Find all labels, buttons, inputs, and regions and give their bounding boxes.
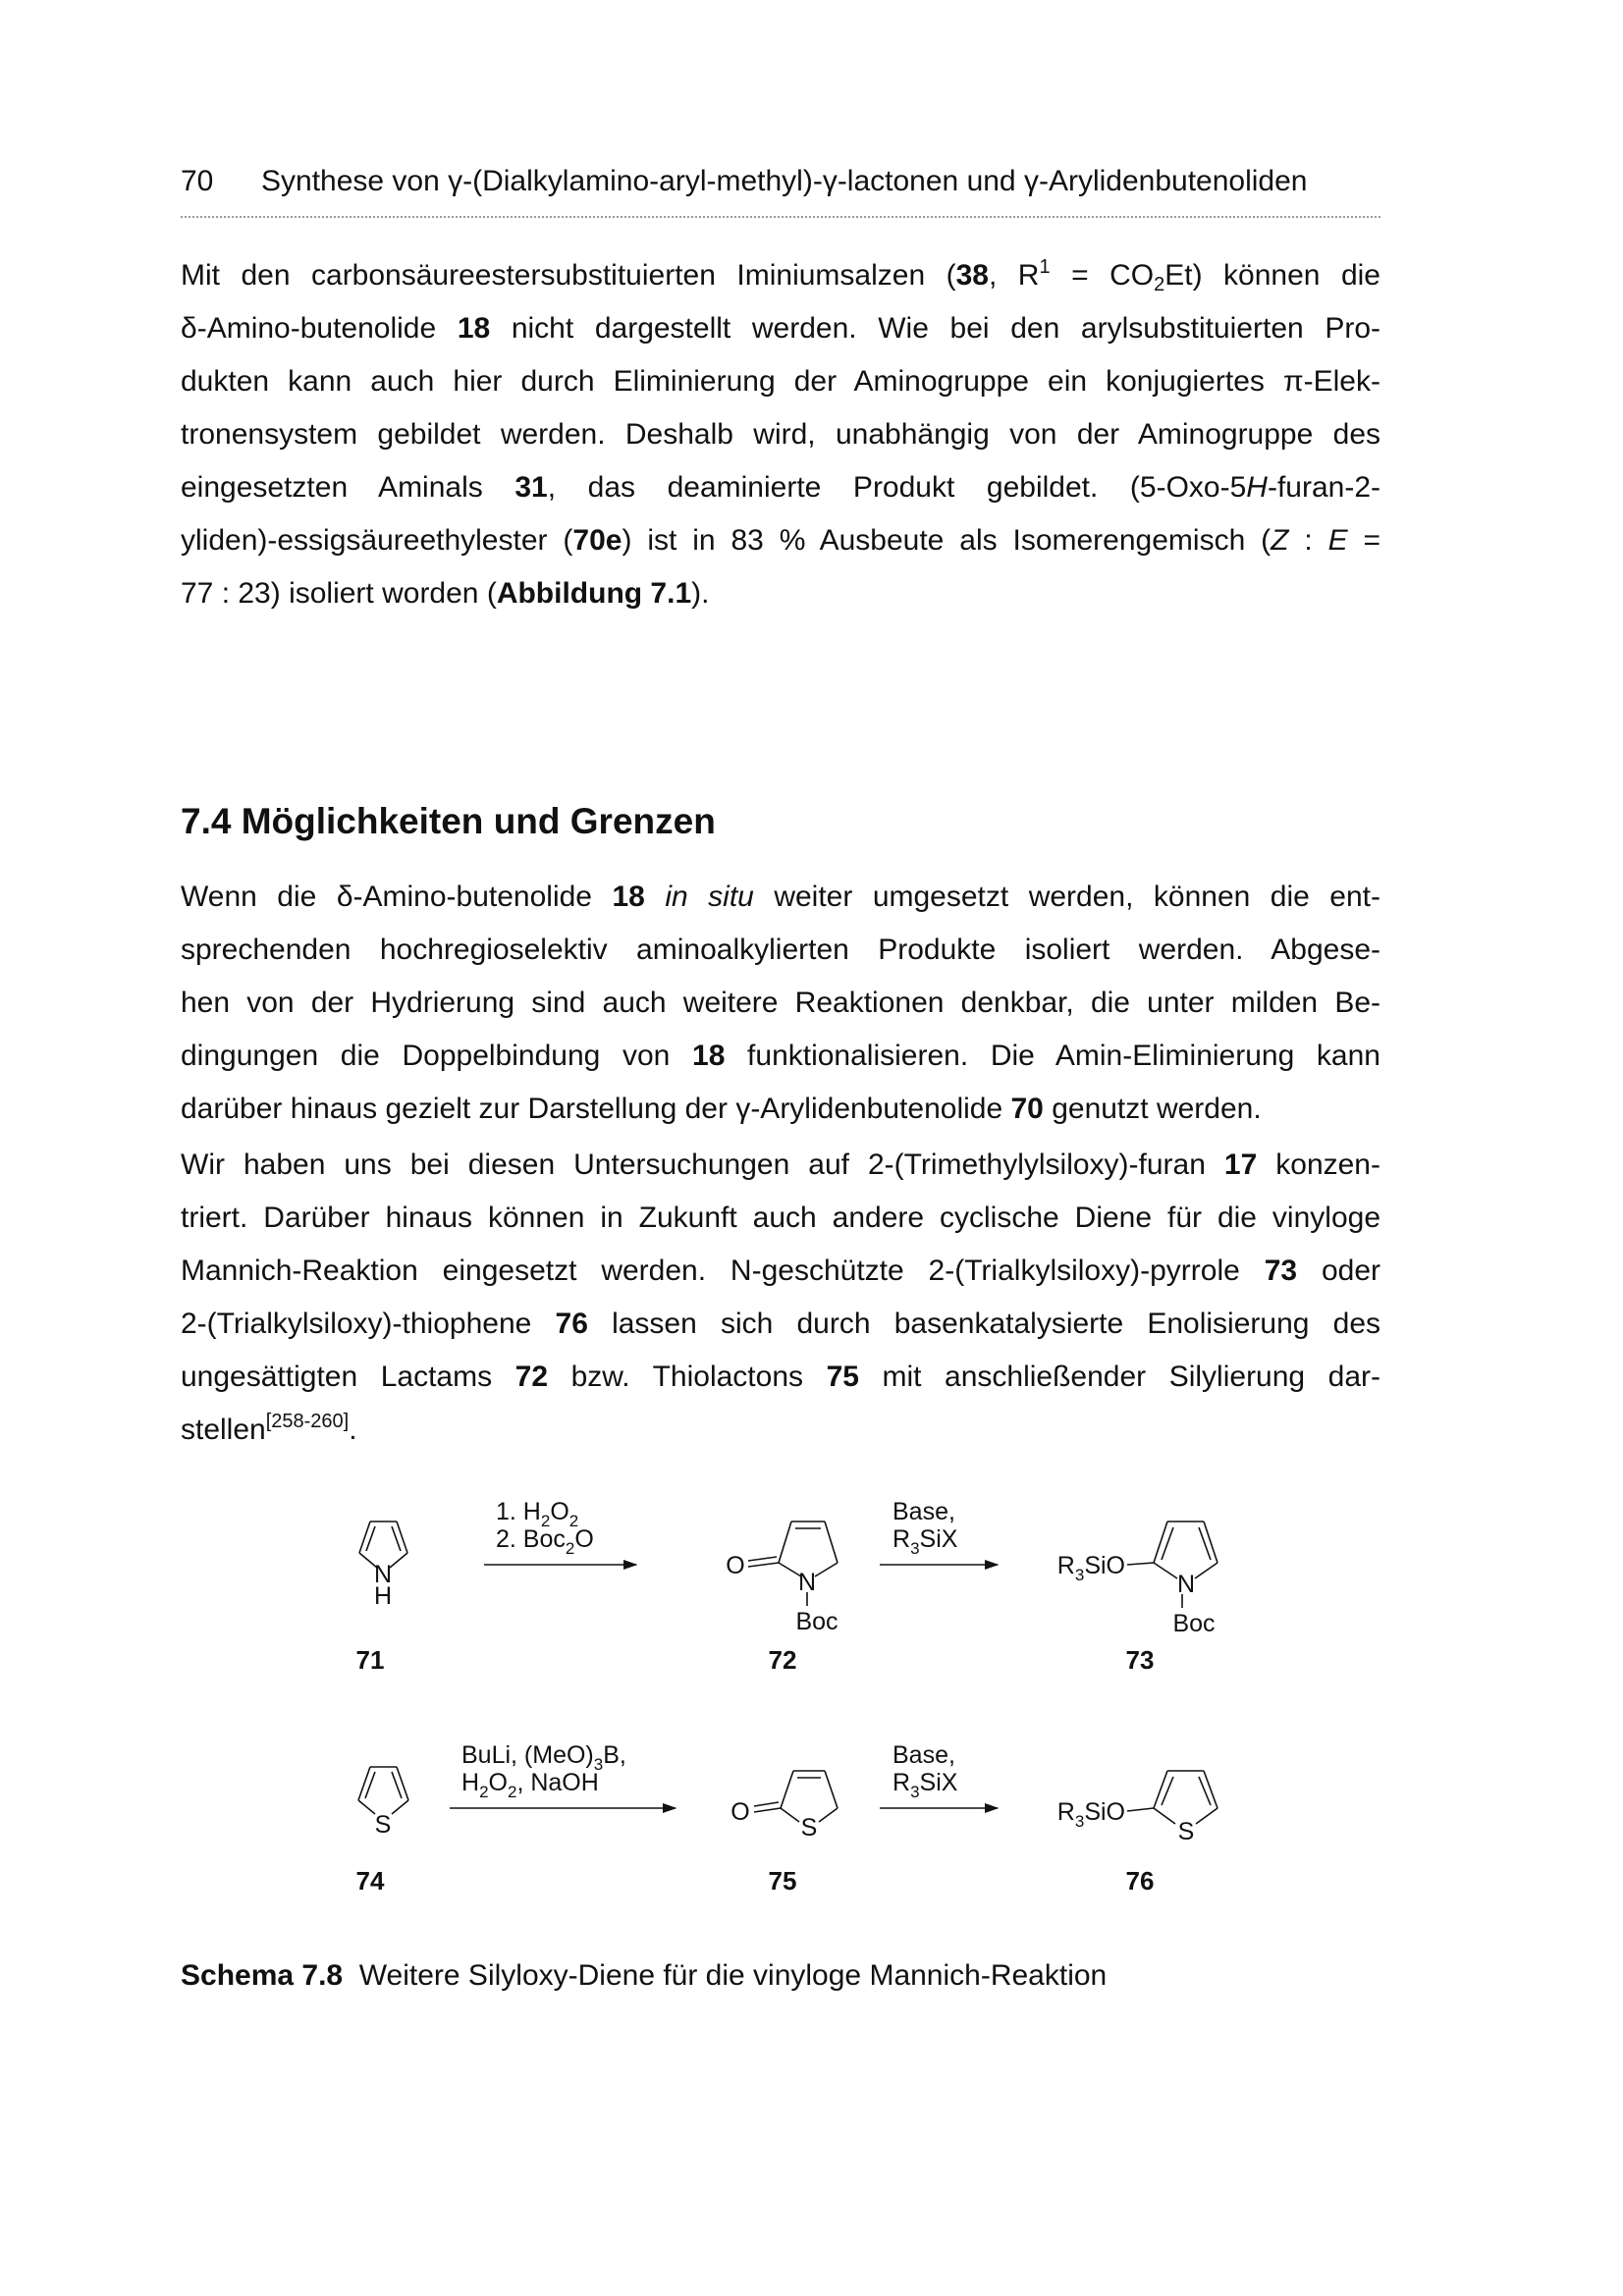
caption-text: Weitere Silyloxy-Diene für die vinyloge Mannich-Reaktion [358,1959,1108,1992]
paragraph-line: dukten kann auch hier durch Eliminierung der Aminogruppe ein konjugiertes π-Elek- [181,365,1380,398]
atom-label: Boc [795,1608,839,1635]
paragraph-line: eingesetzten Aminals 31, das deaminierte Produkt gebildet. (5-Oxo-5H-furan-2- [181,471,1380,504]
atom-label: $R_3SiO$ [1056,1552,1125,1584]
atom-label: Boc [1172,1610,1216,1637]
reagent-label: 1. $H_2O_2$ [496,1498,579,1530]
reagent-label: Base, [893,1498,955,1525]
compound-number: 76 [1125,1866,1155,1896]
atom-label: N [797,1569,817,1596]
paragraph-3 [181,1139,1380,1457]
paragraph-line: Wir haben uns bei diesen Untersuchungen auf 2-(Trimethylylsiloxy)-furan 17 konzen- [181,1148,1380,1181]
paragraph-line: 2-(Trialkylsiloxy)-thiophene 76 lassen sich durch basenkatalysierte Enolisierung des [181,1308,1381,1340]
paragraph-line: triert. Darüber hinaus können in Zukunft auch andere cyclische Diene für die vinyloge [181,1201,1380,1234]
compound-number: 71 [355,1645,385,1675]
paragraph-1 [181,249,1380,620]
caption-label: Schema 7.8 [181,1959,344,1992]
compound-number: 73 [1125,1645,1155,1675]
figure-caption [181,1959,1107,1993]
thiophene-structure [358,1767,408,1814]
paragraph-line: dingungen die Doppelbindung von 18 funktionalisieren. Die Amin-Eliminierung kann [181,1040,1380,1072]
paragraph-line: Wenn die δ-Amino-butenolide 18 in situ weiter umgesetzt werden, können die ent- [181,881,1380,913]
reaction-scheme [295,1482,1325,1934]
reagent-label: 2. Boc$_2$O [496,1525,594,1558]
paragraph-line: darüber hinaus gezielt zur Darstellung der γ-Arylidenbutenolide 70 genutzt werden. [181,1093,1262,1125]
paragraph-line: stellen[258-260]. [181,1411,357,1446]
paragraph-line: yliden)-essigsäureethylester (70e) ist in 83 % Ausbeute als Isomerengemisch (Z : E = [181,524,1380,557]
paragraph-line: Mannich-Reaktion eingesetzt werden. N-geschützte 2-(Trialkylsiloxy)-pyrrole 73 oder [181,1255,1380,1287]
running-title: Synthese von γ-(Dialkylamino-aryl-methyl)-γ-lactonen und γ-Arylidenbutenoliden [261,165,1308,197]
atom-label: S [1177,1818,1195,1845]
atom-label: $R_3SiO$ [1056,1798,1125,1831]
page-number: 70 [181,165,214,197]
atom-label: N [1176,1571,1196,1598]
paragraph-line: tronensystem gebildet werden. Deshalb wird, unabhängig von der Aminogruppe des [181,418,1380,451]
atom-label: H [373,1582,393,1610]
silyloxy-pyrrole-structure [1127,1522,1217,1608]
paragraph-line: Mit den carbonsäureestersubstituierten Iminiumsalzen (38, $R^1 = CO_2Et$) können die [181,256,1380,295]
paragraph-line: ungesättigten Lactams 72 bzw. Thiolactons 75 mit anschließender Silylierung dar- [181,1361,1381,1393]
compound-number: 74 [355,1866,385,1896]
lactam-structure [748,1522,838,1606]
paragraph-2 [181,871,1380,1136]
thiolactone-structure [754,1771,838,1822]
reagent-label: BuLi, $(MeO)_3B$, [461,1741,626,1774]
section-heading: 7.4 Möglichkeiten und Grenzen [181,801,716,841]
reagent-label: $R_3SiX$ [893,1525,958,1558]
paragraph-line: δ-Amino-butenolide 18 nicht dargestellt werden. Wie bei den arylsubstituierten Pro- [181,312,1380,345]
reagent-label: Base, [893,1741,955,1769]
paragraph-line: hen von der Hydrierung sind auch weitere Reaktionen denkbar, die unter milden Be- [181,987,1380,1019]
reagent-label: $H_2O_2$, NaOH [461,1769,599,1801]
compound-number: 75 [768,1866,797,1896]
atom-label: O [726,1552,745,1579]
atom-label: O [730,1798,750,1826]
compound-number: 72 [768,1645,797,1675]
reagent-label: $R_3SiX$ [893,1769,958,1801]
silyloxy-thiophene-structure [1127,1771,1217,1824]
paragraph-line: sprechenden hochregioselektiv aminoalkylierten Produkte isoliert werden. Abgese- [181,934,1380,966]
atom-label: S [374,1811,392,1839]
atom-label: N [373,1561,393,1588]
atom-label: S [800,1814,818,1842]
paragraph-line: 77 : 23) isoliert worden (Abbildung 7.1). [181,577,710,610]
running-header [181,161,1380,218]
